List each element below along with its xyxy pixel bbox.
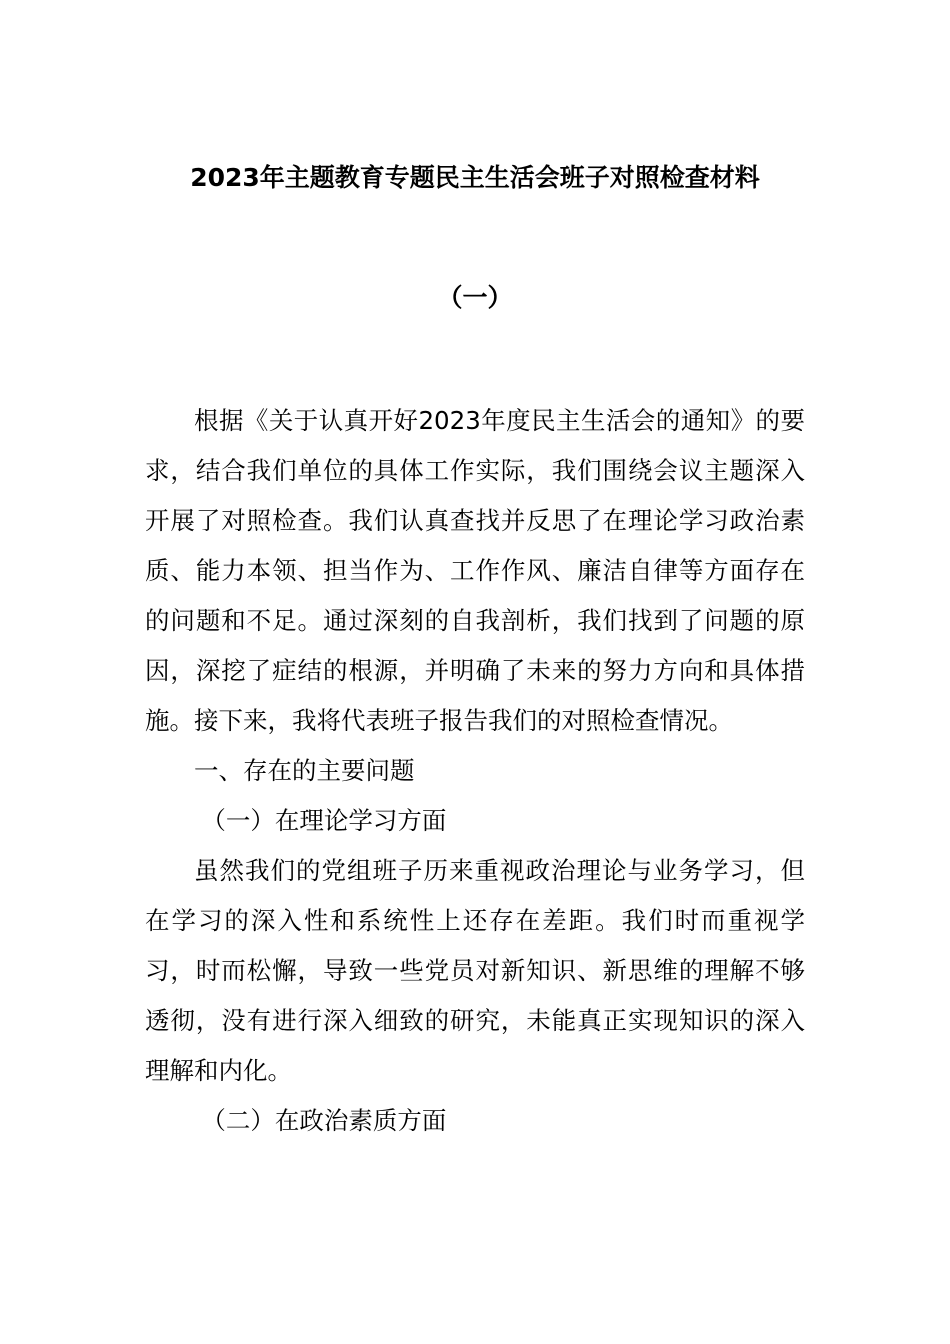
theory-study-paragraph: 虽然我们的党组班子历来重视政治理论与业务学习，但在学习的深入性和系统性上还存在差距。我们时而重视学习，时而松懈，导致一些党员对新知识、新思维的理解不够透彻，没有进行深入细致的研究，未能真正实现知识的深入理解和内化。 bbox=[145, 856, 805, 1085]
document-title: 2023年主题教育专题民主生活会班子对照检查材料 bbox=[190, 163, 760, 192]
subsection-heading-political-quality: （二）在政治素质方面 bbox=[201, 1106, 447, 1135]
intro-paragraph: 根据《关于认真开好2023年度民主生活会的通知》的要求，结合我们单位的具体工作实际，我们围绕会议主题深入开展了对照检查。我们认真查找并反思了在理论学习政治素质、能力本领、担当作为、工作作风、廉洁自律等方面存在的问题和不足。通过深刻的自我剖析，我们找到了问题的原因，深挖了症结的根源，并明确了未来的努力方向和具体措施。接下来，我将代表班子报告我们的对照检查情况。 bbox=[145, 406, 805, 735]
section-heading-problems: 一、存在的主要问题 bbox=[194, 756, 415, 785]
document-body bbox=[145, 396, 805, 1146]
subsection-heading-theory-study: （一）在理论学习方面 bbox=[201, 806, 447, 835]
document-subtitle: （一） bbox=[437, 283, 513, 312]
